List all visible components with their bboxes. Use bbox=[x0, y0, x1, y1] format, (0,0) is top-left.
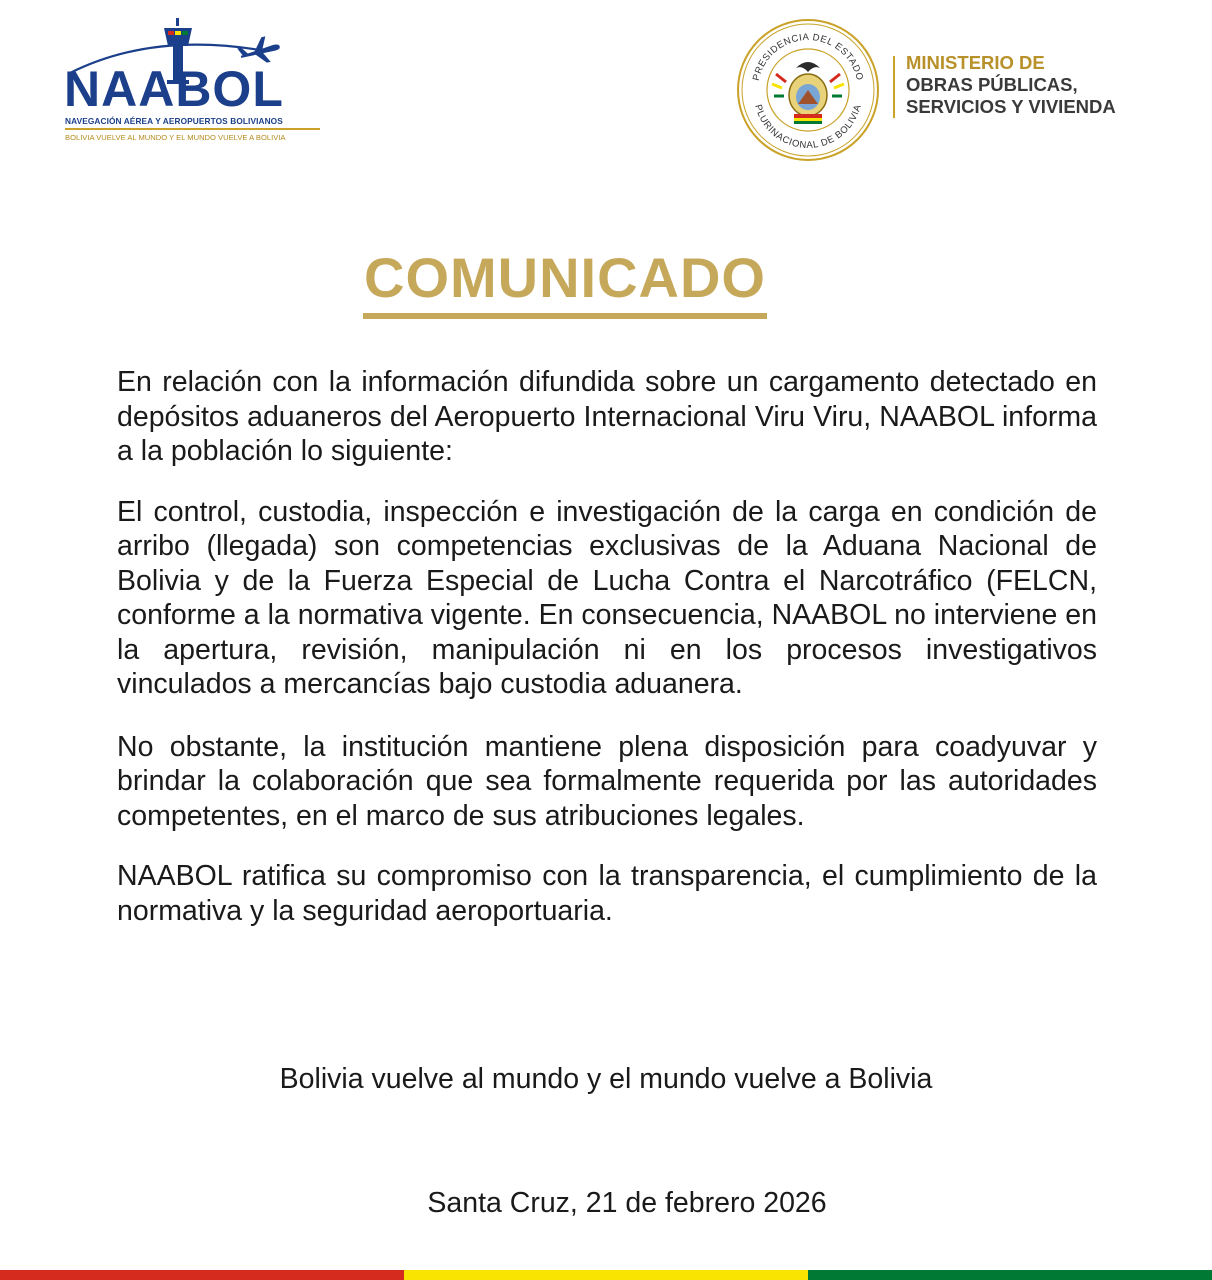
flag-band-yellow bbox=[404, 1270, 808, 1280]
naabol-divider bbox=[65, 128, 320, 130]
flag-band-green bbox=[808, 1270, 1212, 1280]
ministry-name-line1: MINISTERIO DE bbox=[906, 52, 1045, 73]
ministry-logo bbox=[736, 18, 1176, 163]
ministry-name-line3: SERVICIOS Y VIVIENDA bbox=[906, 96, 1116, 117]
seal-bottom-text: PLURINACIONAL DE BOLIVIA bbox=[752, 103, 864, 152]
ministry-name bbox=[906, 52, 1116, 118]
naabol-slogan: BOLIVIA VUELVE AL MUNDO Y EL MUNDO VUELVE A BOLIVIA bbox=[65, 133, 286, 142]
seal-top-text: PRESIDENCIA DEL ESTADO bbox=[750, 31, 866, 82]
flag-band-red bbox=[0, 1270, 404, 1280]
title-underline bbox=[363, 313, 767, 319]
ministry-divider bbox=[893, 56, 895, 118]
paragraph-competencies: El control, custodia, inspección e investigación de la carga en condición de arribo (llegada) son competencias exclusivas de la Aduana Nacional de Bolivia y de la Fuerza Especial de Lucha Contra el Narcotráfico (FELCN, conforme a la normativa vigente. En consecuencia, NAABOL no interviene en la apertura, revisión, manipulación ni en los procesos investigativos vinculados a mercancías bajo custodia aduanera. bbox=[117, 495, 1097, 700]
paragraph-commitment: NAABOL ratifica su compromiso con la transparencia, el cumplimiento de la normativa y la seguridad aeroportuaria. bbox=[117, 860, 1097, 927]
document-body bbox=[117, 365, 1097, 954]
flag-strip bbox=[0, 1270, 1212, 1280]
document-title: COMUNICADO bbox=[364, 246, 766, 309]
paragraph-intro: En relación con la información difundida sobre un cargamento detectado en depósitos aduaneros del Aeropuerto Internacional Viru Viru, NAABOL informa a la población lo siguiente: bbox=[117, 366, 1097, 467]
naabol-wordmark: NAABOL bbox=[64, 61, 284, 117]
paragraph-cooperation: No obstante, la institución mantiene plena disposición para coadyuvar y brindar la colaboración que sea formalmente requerida por las autoridades competentes, en el marco de sus atribuciones legales. bbox=[117, 730, 1097, 832]
state-seal-icon bbox=[736, 18, 881, 163]
naabol-logo bbox=[60, 14, 330, 142]
naabol-subtitle: NAVEGACIÓN AÉREA Y AEROPUERTOS BOLIVIANOS bbox=[65, 116, 283, 126]
closing-slogan: Bolivia vuelve al mundo y el mundo vuelve a Bolivia bbox=[279, 1063, 933, 1095]
date-line: Santa Cruz, 21 de febrero 2026 bbox=[427, 1187, 827, 1219]
ministry-name-line2: OBRAS PÚBLICAS, bbox=[906, 74, 1078, 95]
